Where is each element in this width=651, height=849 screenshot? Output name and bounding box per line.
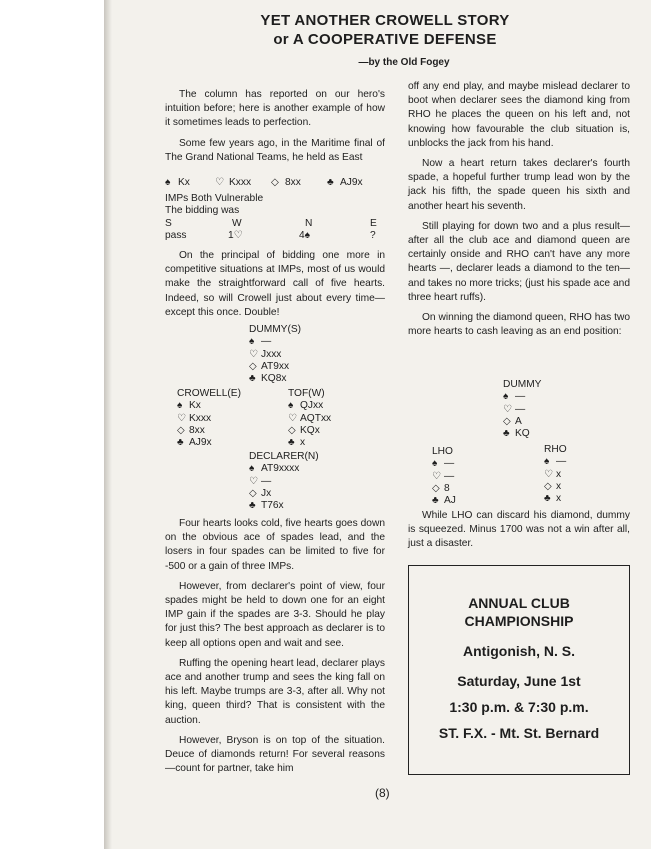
spade-icon: ♠ [288, 400, 294, 412]
holding: Kx [189, 400, 201, 412]
byline: —by the Old Fogey [358, 57, 450, 68]
holding: QJxx [300, 400, 324, 412]
holding: KQ8x [261, 373, 287, 385]
announcement-date: Saturday, June 1st [457, 673, 581, 689]
diamond-icon: ◇ [503, 415, 511, 427]
hand-label: DUMMY(S) [249, 324, 302, 335]
spade-icon: ♠ [177, 400, 183, 412]
paragraph: On the principal of bidding one more in competitive situations at IMPs, most of us would make the straightforward call of five hearts. Indeed, so will Crowell just about every time—except this once. Double! [165, 250, 385, 318]
club-icon: ♣ [249, 500, 256, 512]
bid-cell: 1♡ [228, 230, 243, 241]
bid-cell: 4♠ [299, 230, 311, 241]
right-column-top [408, 80, 630, 339]
holding: A [515, 415, 522, 427]
article-title: YET ANOTHER CROWELL STORY [260, 12, 510, 29]
announcement-location: Antigonish, N. S. [463, 643, 575, 659]
hand-hearts: Kxxx [229, 177, 252, 188]
heart-icon: ♡ [288, 412, 297, 424]
spade-icon: ♠ [165, 177, 171, 188]
hand-label: LHO [432, 446, 453, 457]
spade-icon: ♠ [432, 458, 438, 470]
paragraph: Still playing for down two and a plus result—after all the club ace and diamond queen are certainly onside and RHO can't have any more hearts —, declarer leads a diamond to the ten—and takes no more tricks; (just his spade ace and three heart ruffs). [408, 220, 630, 303]
bid-cell: pass [165, 230, 187, 241]
holding: x [556, 493, 562, 505]
paragraph: Now a heart return takes declarer's fourth spade, a hopeful further trump lead won by the jack his fifth, the spade queen his sixth and another heart his seventh. [408, 158, 630, 212]
holding: x [556, 468, 562, 480]
diamond-icon: ◇ [288, 424, 296, 436]
paragraph: off any end play, and maybe mislead declarer to boot when declarer sees the diamond king from RHO he places the queen on his left and, not knowing how favourable the club situation is, unblocks the jack from his hand. [408, 81, 630, 149]
page-binding-shadow [104, 0, 112, 849]
holding: Jx [261, 487, 272, 499]
paragraph: The column has reported on our hero's intuition before; here is another example of how it sometimes leads to perfection. [165, 89, 385, 129]
spade-icon: ♠ [503, 391, 509, 403]
club-icon: ♣ [177, 437, 184, 449]
paragraph: Ruffing the opening heart lead, declarer plays ace and another trump and sees the king fall on his left. Maybe trumps are 3-3, after all. Why not king, queen third? That is consistent with the auction. [165, 657, 385, 726]
paragraph: Four hearts looks cold, five hearts goes down on the obvious ace of spades lead, and the losers in four spades can be limited to five for -500 or a gain of three IMPs. [165, 518, 385, 572]
page-number: (8) [375, 786, 390, 800]
holding: AJ [444, 495, 456, 507]
hand-spades: Kx [178, 177, 190, 188]
holding: AQTxx [300, 412, 332, 424]
announcement-time: 1:30 p.m. & 7:30 p.m. [449, 699, 589, 715]
club-icon: ♣ [503, 428, 510, 440]
holding: — [444, 470, 455, 482]
diamond-icon: ◇ [177, 424, 185, 436]
rho-hand [544, 444, 567, 505]
end-dummy-hand [503, 379, 541, 440]
diamond-icon: ◇ [249, 487, 257, 499]
bid-header-e: E [370, 218, 377, 229]
lho-hand [432, 446, 456, 507]
holding: 8xx [189, 424, 205, 436]
club-icon: ♣ [249, 373, 256, 385]
holding: — [515, 403, 526, 415]
diamond-icon: ◇ [432, 482, 440, 494]
holding: KQ [515, 428, 530, 440]
left-column-mid [165, 249, 385, 320]
club-icon: ♣ [288, 437, 295, 449]
right-column-bottom [408, 509, 630, 552]
heart-icon: ♡ [544, 468, 553, 480]
holding: AJ9x [189, 437, 212, 449]
heart-icon: ♡ [249, 348, 258, 360]
announcement-venue: ST. F.X. - Mt. St. Bernard [438, 725, 600, 741]
diamond-icon: ◇ [544, 480, 552, 492]
holding: — [515, 391, 526, 403]
hand-label: DECLARER(N) [249, 451, 319, 462]
holding: Kxxx [189, 412, 212, 424]
holding: x [300, 437, 306, 449]
holding: — [261, 475, 272, 487]
club-icon: ♣ [544, 493, 551, 505]
paragraph: However, from declarer's point of view, four spades might be held to down one for an eight IMP gain if the spades are 3-3. Should he play for just this? The best approach as declarer is to keep all options open and wait and see. [165, 580, 385, 649]
left-column-top [165, 88, 385, 165]
holding: 8 [444, 482, 450, 494]
crowell-hand [177, 388, 241, 449]
spade-icon: ♠ [249, 463, 255, 475]
diamond-icon: ◇ [249, 360, 257, 372]
spade-icon: ♠ [249, 336, 255, 348]
bidding-intro: The bidding was [165, 205, 240, 216]
hand-clubs: AJ9x [340, 177, 363, 188]
club-icon: ♣ [432, 495, 439, 507]
hand-label: TOF(W) [288, 388, 325, 399]
article-subtitle: or A COOPERATIVE DEFENSE [273, 31, 497, 48]
diamond-icon: ◇ [271, 177, 279, 188]
holding: AT9xxxx [261, 463, 300, 475]
bid-header-w: W [232, 218, 242, 229]
holding: — [444, 458, 455, 470]
bid-header-n: N [305, 218, 313, 229]
heart-icon: ♡ [215, 177, 225, 188]
heart-icon: ♡ [432, 470, 441, 482]
announcement-heading: ANNUAL CLUB [468, 595, 570, 611]
holding: — [556, 456, 567, 468]
holding: x [556, 480, 562, 492]
hand-label: CROWELL(E) [177, 388, 241, 399]
announcement-box [408, 565, 630, 775]
announcement-heading: CHAMPIONSHIP [464, 613, 574, 629]
holding: Jxxx [261, 348, 282, 360]
hand-label: DUMMY [503, 379, 542, 390]
left-column-bottom [165, 517, 385, 776]
holding: — [261, 336, 272, 348]
paragraph: Some few years ago, in the Maritime final of The Grand National Teams, he held as East [165, 137, 385, 163]
declarer-hand [249, 451, 319, 512]
heart-icon: ♡ [503, 403, 512, 415]
vulnerability: IMPs Both Vulnerable [165, 193, 264, 204]
paragraph: On winning the diamond queen, RHO has two more hearts to cash leaving as an end position: [408, 312, 630, 338]
spade-icon: ♠ [544, 456, 550, 468]
hand-diamonds: 8xx [285, 177, 301, 188]
paragraph: While LHO can discard his diamond, dummy is squeezed. Minus 1700 was not a win after all, just a disaster. [408, 510, 630, 550]
holding: AT9xx [261, 360, 290, 372]
hand-label: RHO [544, 444, 567, 455]
bid-cell: ? [370, 230, 376, 241]
paragraph: However, Bryson is on top of the situation. Deuce of diamonds return! For several reasons—count for partner, take him [165, 734, 385, 775]
holding: KQx [300, 424, 320, 436]
tof-hand [288, 388, 331, 449]
holding: T76x [261, 500, 284, 512]
club-icon: ♣ [327, 177, 334, 188]
dummy-hand [249, 324, 301, 385]
heart-icon: ♡ [249, 475, 258, 487]
heart-icon: ♡ [177, 412, 186, 424]
bid-header-s: S [165, 218, 172, 229]
